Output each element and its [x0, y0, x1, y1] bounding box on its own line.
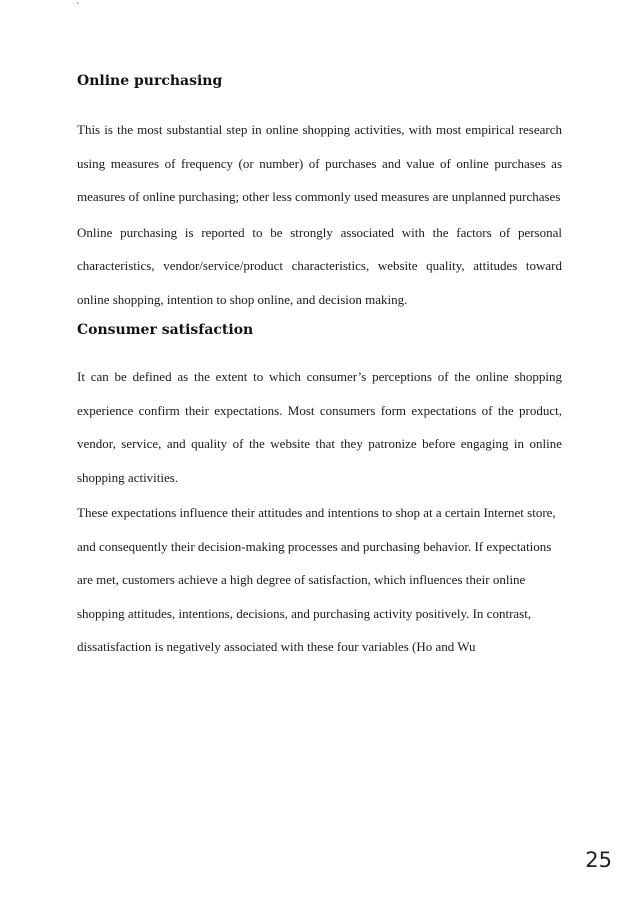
- page-number: 25: [585, 848, 612, 872]
- page-content: [77, 64, 562, 666]
- paragraph: This is the most substantial step in online shopping activities, with most empirical research using measures of frequency (or number) of purchases and value of online purchases as measures of online purchasing; other less commonly used measures are unplanned purchases: [77, 122, 562, 204]
- paragraph: Online purchasing is reported to be strongly associated with the factors of personal characteristics, vendor/service/product characteristics, website quality, attitudes toward online shopping, intention to shop online, and decision making.: [77, 224, 562, 307]
- paragraph: These expectations influence their attitudes and intentions to shop at a certain Internet store, and consequently their decision-making processes and purchasing behavior. If expectations are met, customers achieve a high degree of satisfaction, which influences their online shopping attitudes, intentions, decisions, and purchasing activity positively. In contrast, dissatisfaction is negatively associated with these four variables (Ho and Wu: [77, 505, 556, 654]
- section-heading-consumer-satisfaction: Consumer satisfaction: [77, 322, 254, 338]
- section-heading-online-purchasing: Online purchasing: [77, 73, 223, 89]
- top-mark: `: [76, 3, 81, 13]
- paragraph: It can be defined as the extent to which consumer’s perceptions of the online shopping experience confirm their expectations. Most consumers form expectations of the product, vendor, service, and quality of the website that they patronize before engaging in online shopping activities.: [77, 369, 562, 485]
